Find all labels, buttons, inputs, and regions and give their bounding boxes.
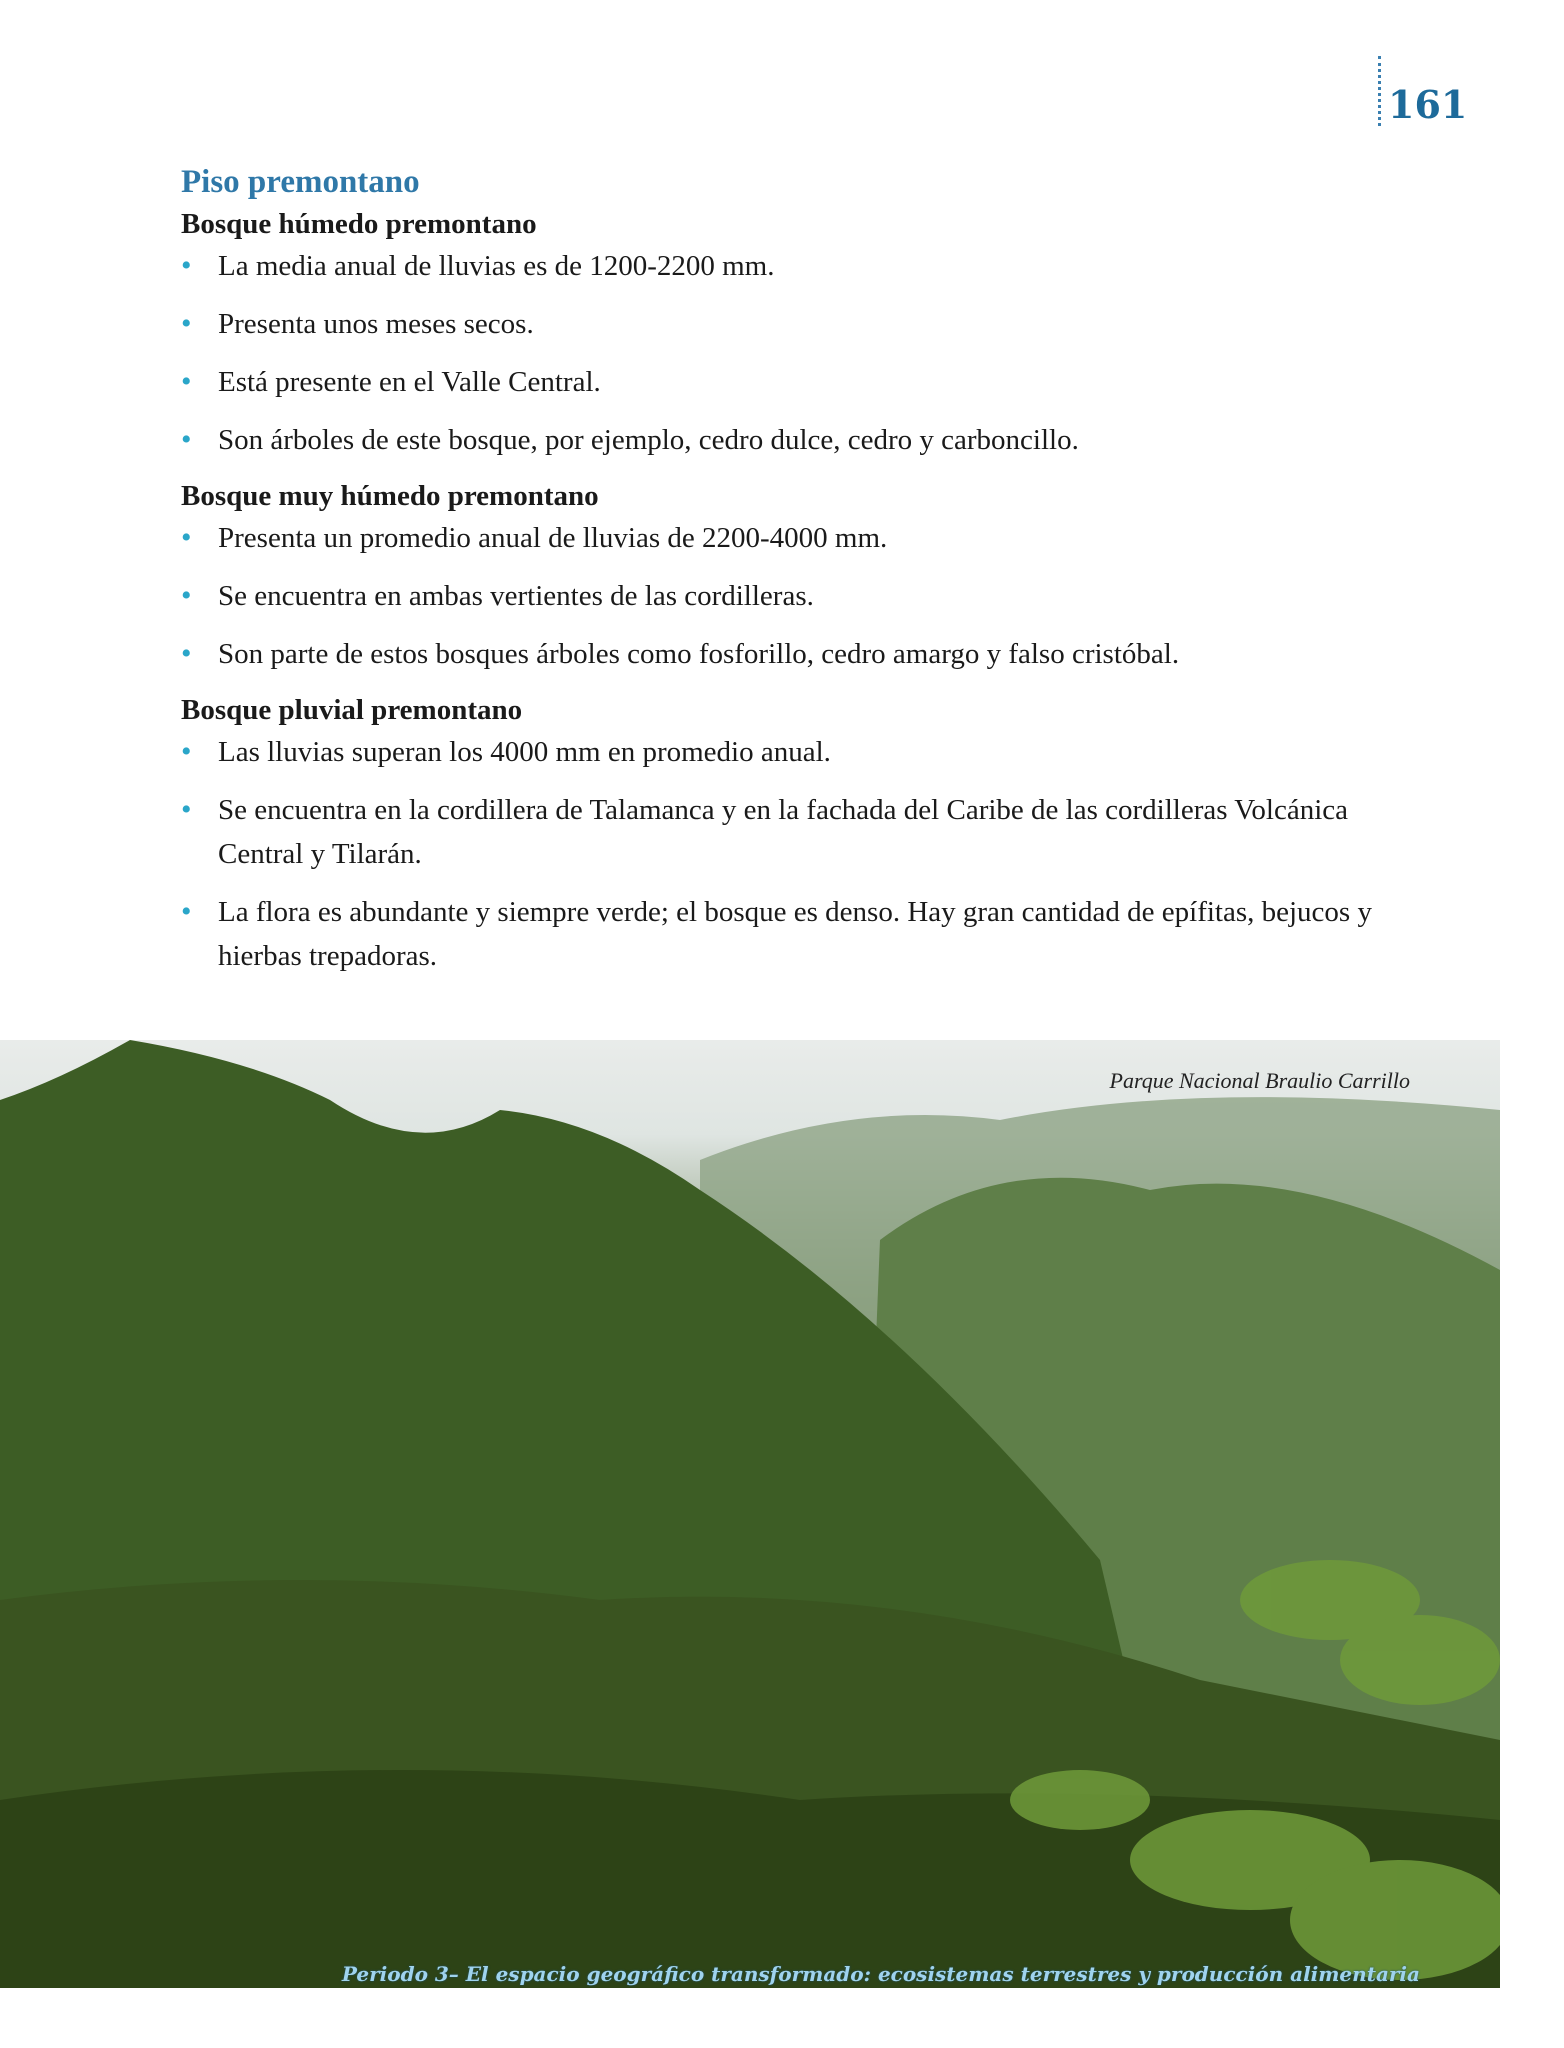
subsection-title: Bosque pluvial premontano bbox=[181, 694, 523, 726]
list-item-text: Las lluvias superan los 4000 mm en promedio anual. bbox=[218, 736, 831, 768]
list-item-text: Presenta unos meses secos. bbox=[218, 308, 534, 340]
page-number-divider bbox=[1378, 56, 1381, 126]
section-title: Piso premontano bbox=[181, 164, 420, 200]
list-item-text: La media anual de lluvias es de 1200-2200 mm. bbox=[218, 250, 775, 282]
bullet-icon: • bbox=[181, 579, 192, 612]
list-item bbox=[181, 302, 1421, 346]
bullet-icon: • bbox=[181, 423, 192, 456]
bullet-icon: • bbox=[181, 637, 192, 670]
list-item bbox=[181, 730, 1421, 774]
list-item bbox=[181, 890, 1421, 978]
bullet-icon: • bbox=[181, 793, 192, 826]
list-item-text: Está presente en el Valle Central. bbox=[218, 366, 601, 398]
list-item bbox=[181, 418, 1421, 462]
bullet-icon: • bbox=[181, 521, 192, 554]
subsection-title: Bosque húmedo premontano bbox=[181, 208, 537, 240]
bullet-icon: • bbox=[181, 895, 192, 928]
list-item-text: Son parte de estos bosques árboles como fosforillo, cedro amargo y falso cristóbal. bbox=[218, 638, 1180, 670]
subsection-title: Bosque muy húmedo premontano bbox=[181, 480, 599, 512]
list-item bbox=[181, 360, 1421, 404]
list-item bbox=[181, 574, 1421, 618]
bullet-icon: • bbox=[181, 307, 192, 340]
page-footer: Periodo 3– El espacio geográfico transformado: ecosistemas terrestres y producción alimentaria bbox=[341, 1962, 1420, 1986]
list-item bbox=[181, 244, 1421, 288]
list-item bbox=[181, 632, 1421, 676]
list-item-text: Son árboles de este bosque, por ejemplo, cedro dulce, cedro y carboncillo. bbox=[218, 424, 1079, 456]
photo-caption: Parque Nacional Braulio Carrillo bbox=[1109, 1068, 1410, 1093]
page-number: 161 bbox=[1388, 82, 1468, 127]
bullet-icon: • bbox=[181, 365, 192, 398]
main-content bbox=[181, 160, 1421, 992]
bullet-icon: • bbox=[181, 249, 192, 282]
list-item-text: La flora es abundante y siempre verde; el bosque es denso. Hay gran cantidad de epífitas, bejucos y hierbas trepadoras. bbox=[218, 896, 1372, 972]
bullet-list bbox=[181, 244, 1421, 462]
list-item bbox=[181, 516, 1421, 560]
mountain-landscape-illustration bbox=[0, 1040, 1500, 1988]
forest-photo bbox=[0, 1040, 1500, 1988]
list-item-text: Se encuentra en ambas vertientes de las cordilleras. bbox=[218, 580, 814, 612]
list-item-text: Se encuentra en la cordillera de Talamanca y en la fachada del Caribe de las cordilleras Volcánica Central y Tilarán. bbox=[218, 794, 1349, 870]
bullet-list bbox=[181, 730, 1421, 978]
list-item bbox=[181, 788, 1421, 876]
list-item-text: Presenta un promedio anual de lluvias de 2200-4000 mm. bbox=[218, 522, 888, 554]
bullet-icon: • bbox=[181, 735, 192, 768]
bullet-list bbox=[181, 516, 1421, 676]
